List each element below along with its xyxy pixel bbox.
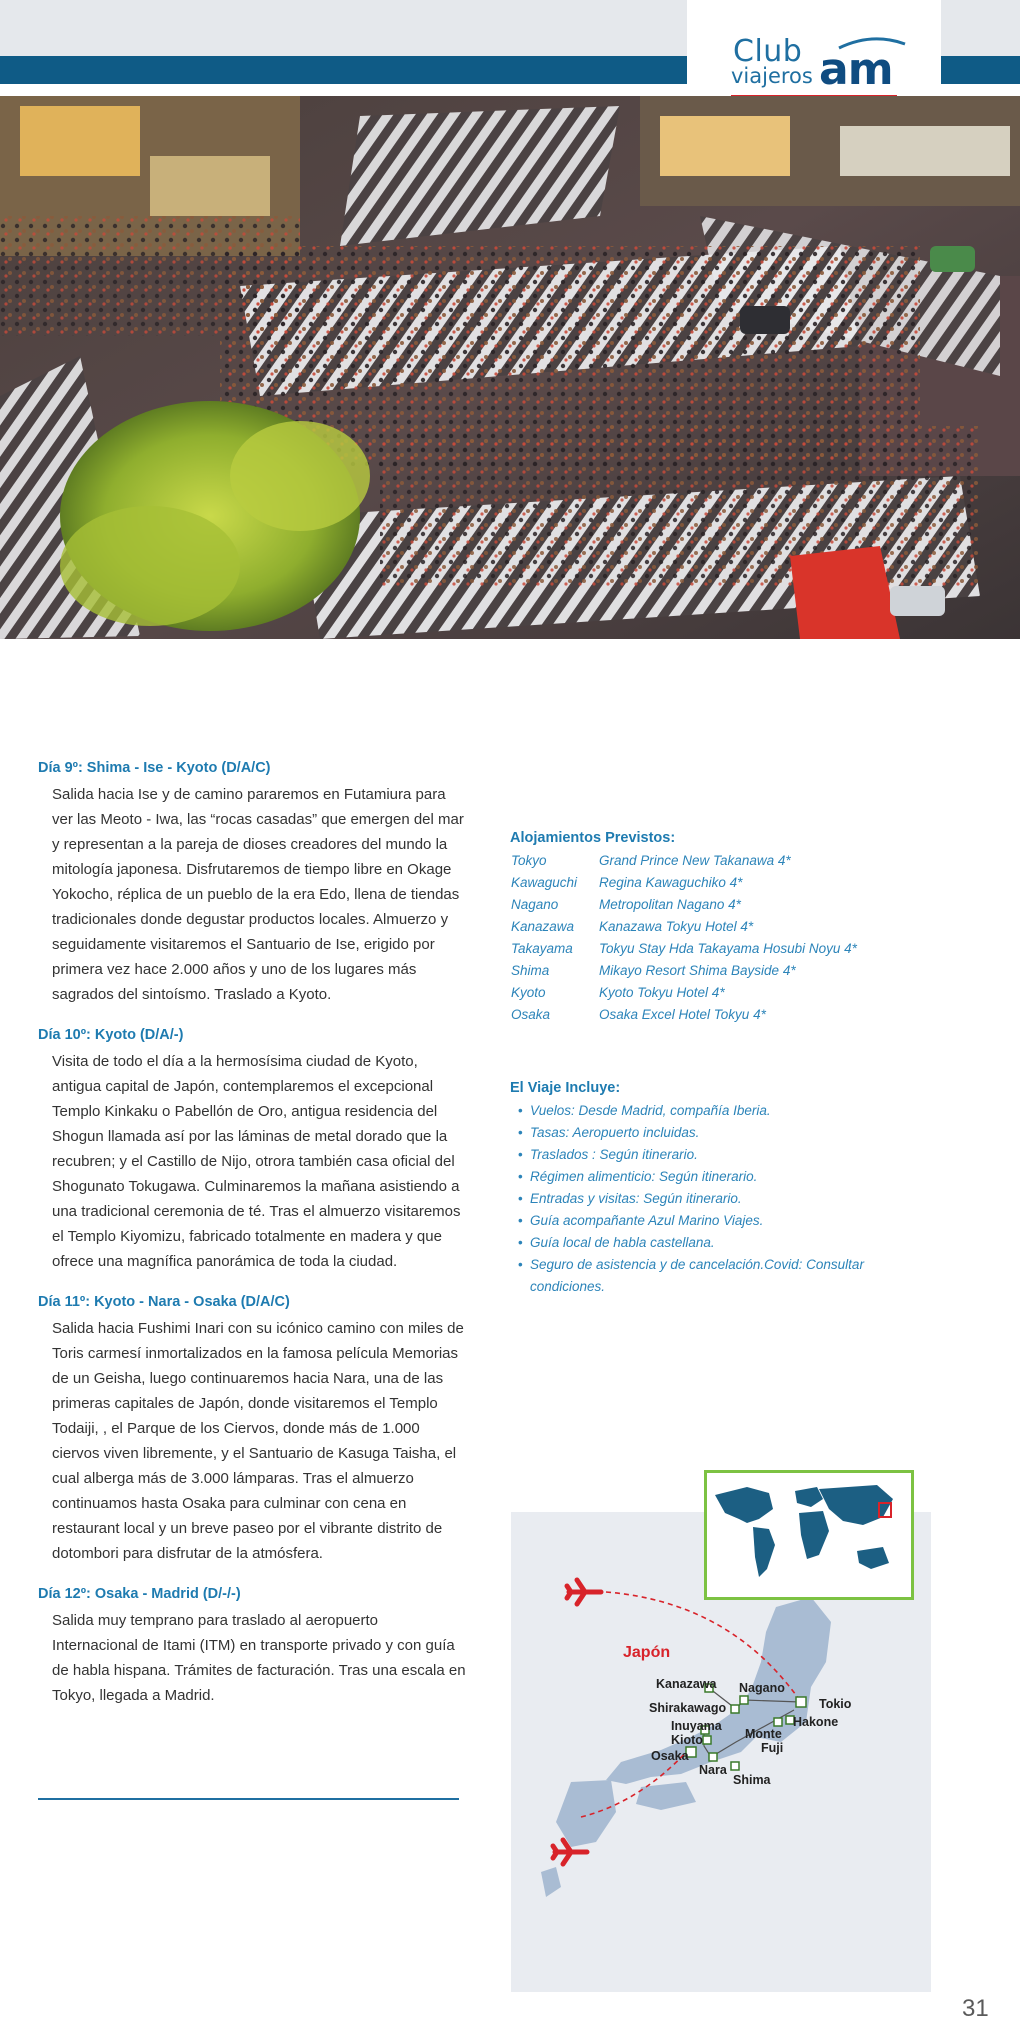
city-label: Monte bbox=[745, 1727, 782, 1741]
kyushu-island bbox=[556, 1780, 616, 1847]
day-title: Día 10º: Kyoto (D/A/-) bbox=[38, 1027, 184, 1043]
hotel-row bbox=[508, 1004, 857, 1026]
list-item: • Guía acompañante Azul Marino Viajes. bbox=[518, 1210, 938, 1232]
logo-club-text: Club bbox=[733, 34, 803, 69]
city-label: Nara bbox=[699, 1763, 727, 1777]
accommodations-title: Alojamientos Previstos: bbox=[510, 830, 676, 846]
hotel-city: Takayama bbox=[511, 941, 573, 956]
hotel-city: Shima bbox=[511, 963, 550, 978]
day-description: Salida hacia Ise y de camino pararemos en Futamiura para ver las Meoto - Iwa, las “rocas casadas” que emergen del mar y representan a la pareja de dioses creadores del mundo la mitología japonesa. Disfrutaremos de tiempo libre en Okage Yokocho, réplica de un pueblo de la era Edo, llena de tiendas tradicionales donde degustar productos locales. Almuerzo y seguidamente visitaremos el Santuario de Ise, erigido por primera vez hace 2.000 años y uno de los lugares más sagrados del sintoísmo. Traslado a Kyoto. bbox=[52, 786, 464, 1003]
list-item: • Régimen alimenticio: Según itinerario. bbox=[518, 1166, 938, 1188]
city-label: Osaka bbox=[651, 1749, 689, 1763]
list-item: • Traslados : Según itinerario. bbox=[518, 1144, 938, 1166]
trip-includes-title: El Viaje Incluye: bbox=[510, 1080, 621, 1096]
day-description: Visita de todo el día a la hermosísima ciudad de Kyoto, antigua capital de Japón, contemplaremos el excepcional Templo Kinkaku o Pabellón de Oro, antigua residencia del Shogun llamada así por las láminas de metal dorado que la recubren; y el Castillo de Nijo, otrora también casa oficial del Shogunato Tokugawa. Culminaremos la mañana asistiendo a una tradicional ceremonia de té. Tras el almuerzo visitaremos el Templo Kiyomizu, fabricado totalmente en madera y que ofrece una magnífica panorámica de toda la ciudad. bbox=[52, 1053, 461, 1270]
itinerary-bottom-rule bbox=[38, 1798, 459, 1800]
city-label: Tokio bbox=[819, 1697, 852, 1711]
accommodations-section bbox=[508, 830, 857, 1026]
hero-city-crossing-photo bbox=[0, 96, 1020, 639]
hotel-city: Kyoto bbox=[511, 985, 546, 1000]
city-label: Hakone bbox=[793, 1715, 839, 1729]
small-island bbox=[541, 1867, 561, 1897]
trip-includes-section bbox=[508, 1080, 938, 1298]
world-map-inset bbox=[704, 1470, 914, 1600]
hotel-city: Osaka bbox=[511, 1007, 551, 1022]
list-item: • Vuelos: Desde Madrid, compañía Iberia. bbox=[518, 1100, 938, 1122]
hotel-city: Tokyo bbox=[511, 853, 547, 868]
hotel-city: Nagano bbox=[511, 897, 559, 912]
list-item: • Guía local de habla castellana. bbox=[518, 1232, 938, 1254]
hotel-name: Kanazawa Tokyu Hotel 4* bbox=[599, 919, 754, 934]
hotel-row bbox=[508, 938, 857, 960]
city-label: Inuyama bbox=[671, 1719, 722, 1733]
logo-am-text: am bbox=[819, 44, 893, 95]
list-item: • Tasas: Aeropuerto incluidas. bbox=[518, 1122, 938, 1144]
hotel-row bbox=[508, 894, 857, 916]
day-item bbox=[38, 1027, 468, 1274]
city-label: Nagano bbox=[739, 1681, 785, 1695]
country-label: Japón bbox=[623, 1644, 671, 1661]
day-description: Salida muy temprano para traslado al aeropuerto Internacional de Itami (ITM) en transporte privado y con guía de habla hispana. Trámites de facturación. Tras una escala en Tokyo, llegada a Madrid. bbox=[52, 1612, 466, 1704]
day-item bbox=[38, 1294, 468, 1566]
itinerary-column bbox=[38, 760, 468, 1728]
airplane-icon bbox=[567, 1580, 601, 1604]
hotel-name: Osaka Excel Hotel Tokyu 4* bbox=[599, 1007, 766, 1022]
city-label: Kioto bbox=[671, 1733, 703, 1747]
hotel-row bbox=[508, 982, 857, 1004]
hotel-name: Tokyu Stay Hda Takayama Hosubi Noyu 4* bbox=[599, 941, 857, 956]
hotel-name: Grand Prince New Takanawa 4* bbox=[599, 853, 791, 868]
world-map-icon bbox=[707, 1473, 911, 1597]
hotel-name: Mikayo Resort Shima Bayside 4* bbox=[599, 963, 796, 978]
city-label: Fuji bbox=[761, 1741, 784, 1755]
list-item: • Entradas y visitas: Según itinerario. bbox=[518, 1188, 938, 1210]
hotel-name: Metropolitan Nagano 4* bbox=[599, 897, 741, 912]
day-title: Día 11º: Kyoto - Nara - Osaka (D/A/C) bbox=[38, 1294, 290, 1310]
trip-includes-list bbox=[508, 1100, 938, 1298]
hotel-city: Kanazawa bbox=[511, 919, 575, 934]
day-item bbox=[38, 760, 468, 1007]
hotel-row bbox=[508, 850, 857, 872]
hotel-city: Kawaguchi bbox=[511, 875, 578, 890]
hotel-name: Kyoto Tokyu Hotel 4* bbox=[599, 985, 725, 1000]
day-title: Día 12º: Osaka - Madrid (D/-/-) bbox=[38, 1586, 241, 1602]
hotel-name: Regina Kawaguchiko 4* bbox=[599, 875, 743, 890]
day-title: Día 9º: Shima - Ise - Kyoto (D/A/C) bbox=[38, 760, 271, 776]
hotel-row bbox=[508, 872, 857, 894]
hotel-row bbox=[508, 916, 857, 938]
city-label: Shirakawago bbox=[649, 1701, 727, 1715]
day-item bbox=[38, 1586, 468, 1708]
day-description: Salida hacia Fushimi Inari con su icónico camino con miles de Toris carmesí inmortalizados en la famosa película Memorias de un Geisha, luego continuaremos hacia Nara, una de las primeras capitales de Japón, donde visitaremos el Templo Todaiji, , el Parque de los Ciervos, donde más de 1.000 ciervos viven libremente, y el Santuario de Kasuga Taisha, el cual alberga más de 3.000 lámparas. Tras el almuerzo continuamos hasta Osaka para culminar con cena en restaurant local y un breve paseo por el vibrante distrito de dotombori para disfrutar de la atmósfera. bbox=[52, 1320, 464, 1562]
page-number: 31 bbox=[962, 1995, 989, 2022]
shikoku-island bbox=[636, 1782, 696, 1810]
city-label: Kanazawa bbox=[656, 1677, 717, 1691]
logo-viajeros-text: viajeros bbox=[731, 64, 813, 88]
city-label: Shima bbox=[733, 1773, 771, 1787]
list-item: • Seguro de asistencia y de cancelación.Covid: Consultar condiciones. bbox=[518, 1254, 938, 1298]
hotel-row bbox=[508, 960, 857, 982]
